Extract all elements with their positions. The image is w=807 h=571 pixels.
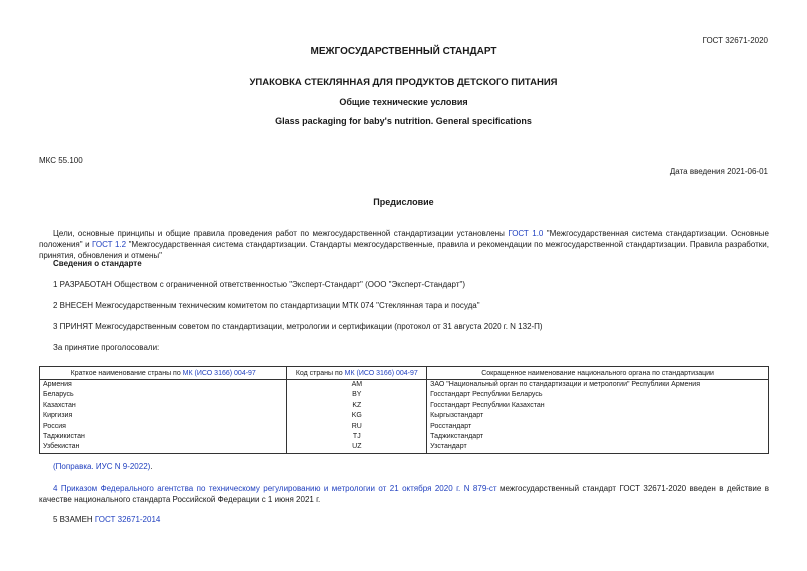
country-name: Беларусь — [40, 390, 287, 400]
country-name: Россия — [40, 422, 287, 432]
item-4-enacted — [39, 483, 769, 505]
table-row — [40, 411, 769, 421]
subtitle-ru: Общие технические условия — [339, 97, 468, 107]
table-row — [40, 422, 769, 432]
table-row — [40, 401, 769, 411]
title-ru: УПАКОВКА СТЕКЛЯННАЯ ДЛЯ ПРОДУКТОВ ДЕТСКОГО ПИТАНИЯ — [249, 77, 558, 88]
country-code: KZ — [287, 401, 427, 411]
preface-text-1: Цели, основные принципы и общие правила проведения работ по межгосударственной стандартизации установлены — [53, 229, 509, 238]
item-5-replaces: 5 ВЗАМЕН ГОСТ 32671-2014 — [53, 515, 161, 524]
country-name: Казахстан — [40, 401, 287, 411]
country-name: Киргизия — [40, 411, 287, 421]
item-1-developed: 1 РАЗРАБОТАН Обществом с ограниченной ответственностью "Эксперт-Стандарт" (ООО "Эксперт-Стандарт") — [53, 280, 465, 289]
standards-body: Росстандарт — [427, 422, 769, 432]
mks-code: МКС 55.100 — [39, 156, 83, 165]
country-name: Таджикистан — [40, 432, 287, 442]
intro-date: Дата введения 2021-06-01 — [669, 167, 768, 176]
preface-paragraph — [39, 228, 769, 261]
standards-body: Госстандарт Республики Казахстан — [427, 401, 769, 411]
gost-1-2-link[interactable]: ГОСТ 1.2 — [92, 240, 127, 249]
document-number: ГОСТ 32671-2020 — [702, 36, 768, 45]
country-code: AM — [287, 380, 427, 391]
country-code: TJ — [287, 432, 427, 442]
standards-body: Госстандарт Республики Беларусь — [427, 390, 769, 400]
table-row — [40, 442, 769, 453]
standards-body: Кыргызстандарт — [427, 411, 769, 421]
preface-text-2: "Межгосударственная система стандартизации. Основные положения" и — [39, 229, 769, 249]
voted-label: За принятие проголосовали: — [53, 343, 160, 352]
item-2-introduced: 2 ВНЕСЕН Межгосударственным техническим комитетом по стандартизации МТК 074 "Стеклянная тара и посуда" — [53, 301, 480, 310]
gost-1-0-link[interactable]: ГОСТ 1.0 — [508, 229, 544, 238]
preface-text-3: "Межгосударственная система стандартизации. Стандарты межгосударственные, правила и рекомендации по межгосударственной стандартизации. Правила разработки, принятия, обновления и отмены" — [39, 240, 769, 260]
country-name: Узбекистан — [40, 442, 287, 453]
column-header-country: Краткое наименование страны по МК (ИСО 3166) 004-97 — [40, 367, 287, 380]
table-row — [40, 380, 769, 391]
standard-info-heading: Сведения о стандарте — [53, 259, 142, 268]
rosstandart-order-link[interactable]: Приказом Федерального агентства по техническому регулированию и метрологии от 21 октября 2020 г. N 879-ст — [60, 484, 497, 493]
amendment-link[interactable]: (Поправка. ИУС N 9-2022) — [53, 462, 151, 471]
country-code: RU — [287, 422, 427, 432]
country-code: BY — [287, 390, 427, 400]
preface-heading: Предисловие — [373, 197, 434, 207]
table-header-row — [40, 367, 769, 380]
column-header-body: Сокращенное наименование национального органа по стандартизации — [427, 367, 769, 380]
column-header-code: Код страны по МК (ИСО 3166) 004-97 — [287, 367, 427, 380]
amendment-note: (Поправка. ИУС N 9-2022). — [53, 462, 153, 471]
mk-iso-3166-link[interactable]: МК (ИСО 3166) 004-97 — [182, 369, 256, 377]
item-4-number: 4 — [53, 484, 61, 493]
table-row — [40, 390, 769, 400]
standards-body: Таджикстандарт — [427, 432, 769, 442]
table-row — [40, 432, 769, 442]
title-en: Glass packaging for baby's nutrition. General specifications — [275, 116, 532, 126]
gost-32671-2014-link[interactable]: ГОСТ 32671-2014 — [94, 515, 161, 524]
country-code: UZ — [287, 442, 427, 453]
standards-body: Узстандарт — [427, 442, 769, 453]
country-name: Армения — [40, 380, 287, 391]
standards-body: ЗАО "Национальный орган по стандартизации и метрологии" Республики Армения — [427, 380, 769, 391]
item-3-adopted: 3 ПРИНЯТ Межгосударственным советом по стандартизации, метрологии и сертификации (протокол от 31 августа 2020 г. N 132-П) — [53, 322, 543, 331]
country-code: KG — [287, 411, 427, 421]
voting-countries-table — [39, 366, 769, 454]
standard-type: МЕЖГОСУДАРСТВЕННЫЙ СТАНДАРТ — [310, 46, 497, 57]
mk-iso-3166-link[interactable]: МК (ИСО 3166) 004-97 — [344, 369, 418, 377]
item-4-text: межгосударственный стандарт ГОСТ 32671-2020 введен в действие в качестве национального стандарта Российской Федерации с 1 июня 2021 г. — [39, 484, 770, 504]
